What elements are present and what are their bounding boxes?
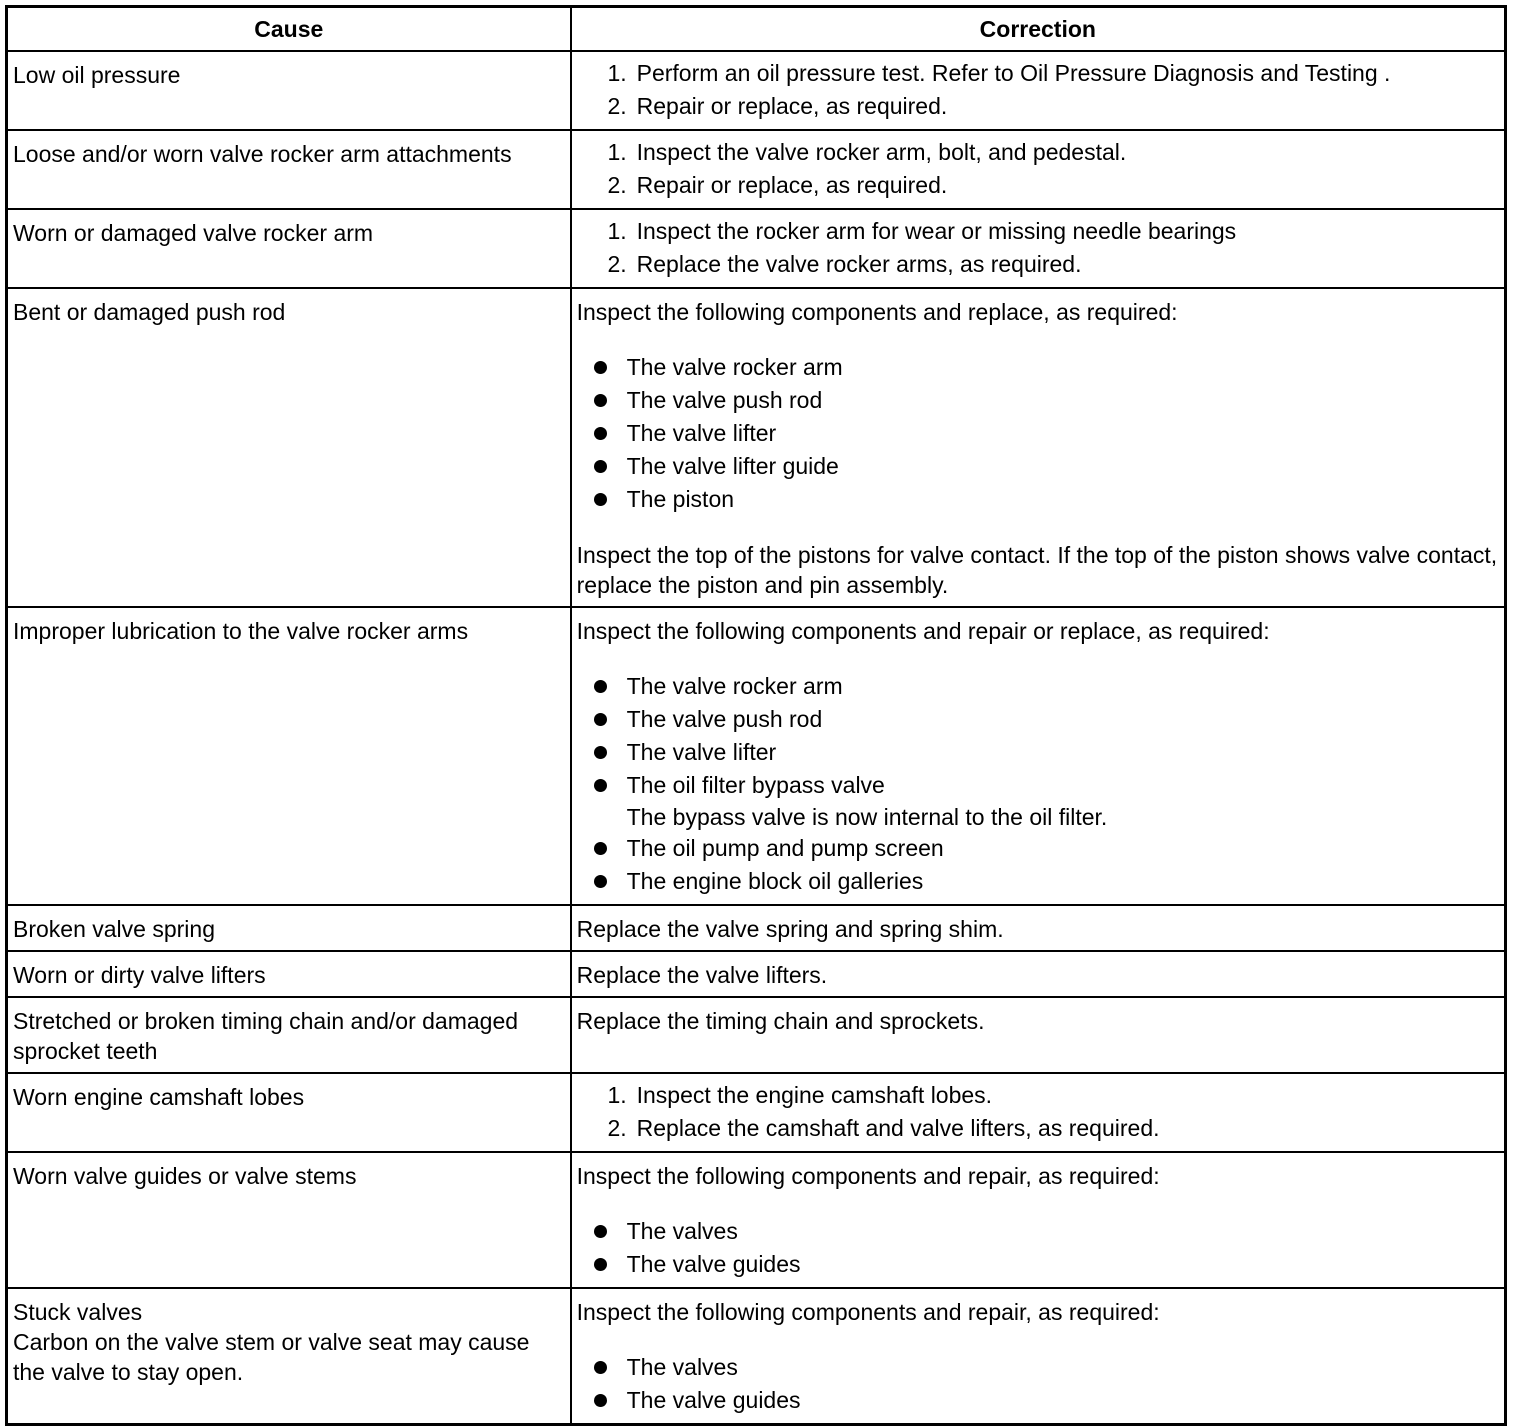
cause-cell: Low oil pressure bbox=[7, 51, 571, 130]
bullet-icon bbox=[577, 670, 627, 703]
list-item: The valve lifter bbox=[577, 417, 1500, 450]
step-list bbox=[577, 1079, 1500, 1145]
step-list bbox=[577, 215, 1500, 281]
correction-outro: Inspect the top of the pistons for valve contact. If the top of the piston shows valve contact, replace the piston and pin assembly. bbox=[576, 542, 1498, 598]
list-item: The oil filter bypass valve The bypass valve is now internal to the oil filter. bbox=[577, 769, 1500, 832]
correction-intro: Inspect the following components and replace, as required: bbox=[576, 299, 1178, 325]
correction-cell bbox=[571, 209, 1506, 288]
cause-cell: Improper lubrication to the valve rocker arms bbox=[7, 607, 571, 905]
cause-cell: Worn valve guides or valve stems bbox=[7, 1152, 571, 1288]
list-item: The valve lifter guide bbox=[577, 450, 1500, 483]
cause-cell: Bent or damaged push rod bbox=[7, 288, 571, 607]
table-row bbox=[7, 1152, 1506, 1288]
cause-header: Cause bbox=[7, 7, 571, 52]
correction-header: Correction bbox=[571, 7, 1506, 52]
cause-cell: Worn or dirty valve lifters bbox=[7, 951, 571, 997]
bullet-icon bbox=[577, 384, 627, 417]
cause-cell: Stuck valves Carbon on the valve stem or valve seat may cause the valve to stay open. bbox=[7, 1288, 571, 1425]
component-list bbox=[577, 1351, 1500, 1417]
step-list bbox=[577, 136, 1500, 202]
step-item: 1. Perform an oil pressure test. Refer to Oil Pressure Diagnosis and Testing . bbox=[607, 60, 1391, 86]
list-item: The valve rocker arm bbox=[577, 670, 1500, 703]
bullet-icon bbox=[577, 351, 627, 384]
component-list bbox=[577, 670, 1500, 898]
header-row bbox=[7, 7, 1506, 52]
component-list bbox=[577, 1215, 1500, 1281]
table-row bbox=[7, 997, 1506, 1073]
correction-cell bbox=[571, 1152, 1506, 1288]
cause-cell: Worn or damaged valve rocker arm bbox=[7, 209, 571, 288]
bullet-icon bbox=[577, 450, 627, 483]
cause-note: Carbon on the valve stem or valve seat may cause the valve to stay open. bbox=[13, 1329, 530, 1385]
correction-cell bbox=[571, 51, 1506, 130]
correction-intro: Inspect the following components and repair, as required: bbox=[576, 1299, 1160, 1325]
list-item: The oil pump and pump screen bbox=[577, 832, 1500, 865]
correction-intro: Inspect the following components and repair, as required: bbox=[576, 1163, 1160, 1189]
list-item: The piston bbox=[577, 483, 1500, 516]
step-list bbox=[577, 57, 1500, 123]
table-row bbox=[7, 1073, 1506, 1152]
list-item: The valves bbox=[577, 1215, 1500, 1248]
correction-cell bbox=[571, 288, 1506, 607]
correction-cell bbox=[571, 1288, 1506, 1425]
bullet-icon bbox=[577, 1384, 627, 1417]
step-item: 2. Replace the valve rocker arms, as required. bbox=[607, 251, 1082, 277]
bullet-icon bbox=[577, 483, 627, 516]
bullet-icon bbox=[577, 417, 627, 450]
list-item: The valve guides bbox=[577, 1384, 1500, 1417]
step-item: 1. Inspect the engine camshaft lobes. bbox=[607, 1082, 993, 1108]
table-row bbox=[7, 130, 1506, 209]
correction-cell bbox=[571, 607, 1506, 905]
cause-cell: Worn engine camshaft lobes bbox=[7, 1073, 571, 1152]
bullet-icon bbox=[577, 769, 627, 832]
step-item: 2. Replace the camshaft and valve lifters, as required. bbox=[607, 1115, 1160, 1141]
bullet-icon bbox=[577, 1351, 627, 1384]
step-item: 2. Repair or replace, as required. bbox=[607, 93, 948, 119]
diagnosis-table bbox=[5, 5, 1507, 1426]
list-item: The valve push rod bbox=[577, 384, 1500, 417]
list-item: The valves bbox=[577, 1351, 1500, 1384]
bullet-icon bbox=[577, 865, 627, 898]
table-row bbox=[7, 288, 1506, 607]
table-row bbox=[7, 209, 1506, 288]
bullet-icon bbox=[577, 736, 627, 769]
correction-intro: Inspect the following components and repair or replace, as required: bbox=[576, 618, 1270, 644]
table-row bbox=[7, 951, 1506, 997]
correction-cell: Replace the timing chain and sprockets. bbox=[571, 997, 1506, 1073]
bullet-icon bbox=[577, 832, 627, 865]
table-row bbox=[7, 51, 1506, 130]
correction-cell bbox=[571, 1073, 1506, 1152]
correction-cell bbox=[571, 130, 1506, 209]
correction-cell: Replace the valve spring and spring shim. bbox=[571, 905, 1506, 951]
list-item: The valve guides bbox=[577, 1248, 1500, 1281]
list-item: The valve push rod bbox=[577, 703, 1500, 736]
list-item: The engine block oil galleries bbox=[577, 865, 1500, 898]
table-row bbox=[7, 905, 1506, 951]
list-item: The valve rocker arm bbox=[577, 351, 1500, 384]
step-item: 1. Inspect the rocker arm for wear or missing needle bearings bbox=[607, 218, 1237, 244]
step-item: 1. Inspect the valve rocker arm, bolt, and pedestal. bbox=[607, 139, 1127, 165]
component-list bbox=[577, 351, 1500, 516]
item-note: The bypass valve is now internal to the oil filter. bbox=[626, 804, 1108, 830]
bullet-icon bbox=[577, 703, 627, 736]
bullet-icon bbox=[577, 1248, 627, 1281]
cause-cell: Stretched or broken timing chain and/or damaged sprocket teeth bbox=[7, 997, 571, 1073]
correction-cell: Replace the valve lifters. bbox=[571, 951, 1506, 997]
list-item: The valve lifter bbox=[577, 736, 1500, 769]
bullet-icon bbox=[577, 1215, 627, 1248]
step-item: 2. Repair or replace, as required. bbox=[607, 172, 948, 198]
table-row bbox=[7, 1288, 1506, 1425]
cause-cell: Broken valve spring bbox=[7, 905, 571, 951]
cause-cell: Loose and/or worn valve rocker arm attachments bbox=[7, 130, 571, 209]
table-row bbox=[7, 607, 1506, 905]
